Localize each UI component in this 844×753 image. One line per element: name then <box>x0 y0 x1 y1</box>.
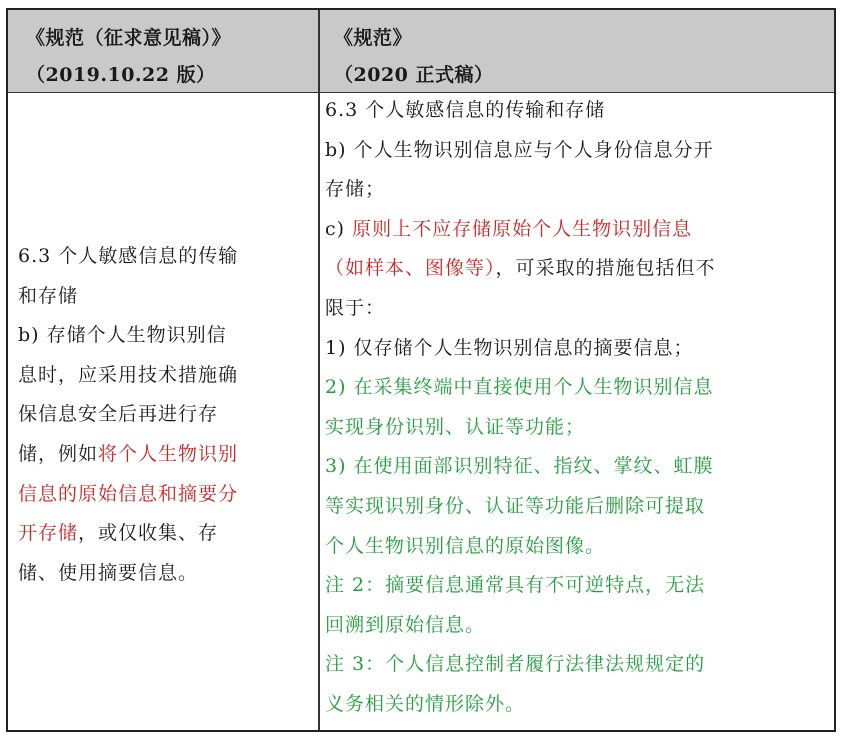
right-line: 6.3 个人敏感信息的传输和存储 <box>325 99 606 121</box>
right-line: 1) 仅存储个人生物识别信息的摘要信息； <box>325 336 694 359</box>
right-line <box>325 249 825 289</box>
left-line: 6.3 个人敏感信息的传输 <box>18 245 239 267</box>
right-text: ，可采取的措施包括但不 <box>495 257 716 280</box>
left-highlight-red: 信息的原始信息和摘要分 <box>18 482 239 505</box>
right-highlight-green: 2) 在采集终端中直接使用个人生物识别信息 <box>325 376 714 399</box>
right-highlight-green: 等实现识别身份、认证等功能后删除可提取 <box>325 494 706 517</box>
right-line: b) 个人生物识别信息应与个人身份信息分开 <box>325 138 714 161</box>
left-line: 保信息安全后再进行存 <box>18 403 219 426</box>
left-header-title: 《规范（征求意见稿）》 <box>26 27 232 49</box>
right-highlight-green: 3) 在使用面部识别特征、指纹、掌纹、虹膜 <box>325 455 714 478</box>
left-header-version: （2019.10.22 版） <box>26 64 216 86</box>
left-text: 储，例如 <box>18 442 99 465</box>
right-header-title: 《规范》 <box>334 27 413 49</box>
left-line <box>18 435 310 475</box>
right-line: 限于： <box>325 296 386 319</box>
right-highlight-green: 注 3：个人信息控制者履行法律法规规定的 <box>325 653 706 676</box>
left-text: ，或仅收集、存 <box>78 522 219 545</box>
right-highlight-red: （如样本、图像等） <box>325 257 496 280</box>
right-highlight-green: 注 2：摘要信息通常具有不可逆特点，无法 <box>325 574 706 597</box>
header-right-cell <box>320 10 834 92</box>
header-left-cell <box>8 10 318 92</box>
right-text: c) <box>325 217 353 240</box>
left-line <box>18 514 310 554</box>
right-body-cell <box>325 91 825 725</box>
right-highlight-green: 个人生物识别信息的原始图像。 <box>325 534 606 557</box>
column-divider <box>318 10 320 730</box>
right-line <box>325 210 825 250</box>
right-header-version: （2020 正式稿） <box>334 64 494 86</box>
right-highlight-green: 回溯到原始信息。 <box>325 613 486 636</box>
left-line: 息时，应采用技术措施确 <box>18 363 239 386</box>
right-highlight-green: 义务相关的情形除外。 <box>325 692 526 715</box>
right-highlight-red: 原则上不应存储原始个人生物识别信息 <box>352 217 693 240</box>
left-line: 和存储 <box>18 284 79 307</box>
right-line: 存储； <box>325 178 386 201</box>
left-line: 储、使用摘要信息。 <box>18 561 199 584</box>
left-body-cell <box>18 237 310 593</box>
left-line: b) 存储个人生物识别信 <box>18 324 227 347</box>
left-highlight-red: 将个人生物识别 <box>98 442 239 465</box>
left-highlight-red: 开存储 <box>18 522 79 545</box>
right-highlight-green: 实现身份识别、认证等功能； <box>325 415 586 438</box>
